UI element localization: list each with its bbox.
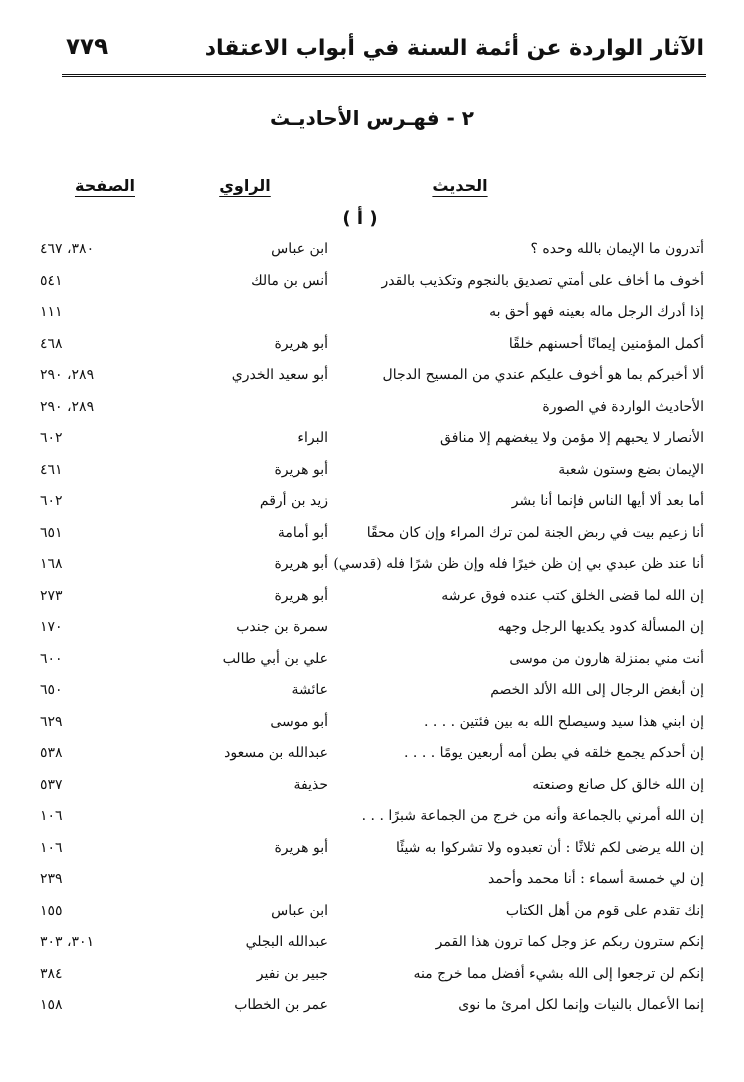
hadith-text: إنكم سترون ربكم عز وجل كما ترون هذا القمر [435, 934, 704, 950]
table-row [40, 675, 706, 707]
hadith-text: إنما الأعمال بالنيات وإنما لكل امرئ ما نوى [458, 997, 704, 1013]
hadith-text: إن ابني هذا سيد وسيصلح الله به بين فئتين . . . . [423, 713, 704, 730]
hadith-text: أما بعد ألا أيها الناس فإنما أنا بشر [511, 493, 704, 509]
narrator-name: سمرة بن جندب [236, 619, 328, 635]
table-row [40, 707, 706, 739]
hadith-text: ألا أخبركم بما هو أخوف عليكم عندي من المسيح الدجال [382, 367, 704, 383]
column-header-page: الصفحة [74, 176, 135, 195]
column-header-narrator: الراوي [219, 176, 271, 195]
hadith-text: إن أحدكم يجمع خلقه في بطن أمه أربعين يومًا . . . . [404, 745, 704, 761]
page-reference: ٢٧٣ [40, 587, 63, 604]
table-row [40, 927, 706, 959]
page-reference: ٢٨٩، ٢٩٠ [40, 367, 95, 383]
column-header-hadith: الحديث [432, 176, 488, 195]
table-row [40, 455, 706, 487]
table-row [40, 864, 706, 896]
table-row [40, 486, 706, 518]
narrator-name: جبير بن نفير [256, 965, 328, 982]
table-row [40, 833, 706, 865]
table-row [40, 801, 706, 833]
hadith-text: إن الله خالق كل صانع وصنعته [532, 776, 704, 793]
hadith-text: الأنصار لا يحبهم إلا مؤمن ولا يبغضهم إلا منافق [440, 430, 704, 446]
page-reference: ١٠٦ [40, 839, 63, 856]
page-reference: ٦٠٢ [40, 430, 63, 446]
narrator-name: أبو هريرة [274, 461, 328, 478]
table-row [40, 549, 706, 581]
table-row [40, 959, 706, 991]
table-row [40, 392, 706, 424]
page-reference: ١٦٨ [40, 556, 63, 572]
page-reference: ٢٨٩، ٢٩٠ [40, 398, 95, 415]
table-row [40, 612, 706, 644]
hadith-text: أخوف ما أخاف على أمتي تصديق بالنجوم وتكذيب بالقدر [381, 272, 704, 289]
page-reference: ١٠٦ [40, 808, 63, 824]
hadith-text: إن الله أمرني بالجماعة وأنه من خرج من الجماعة شبرًا . . . [361, 808, 704, 824]
narrator-name: أنس بن مالك [251, 272, 328, 289]
narrator-name: علي بن أبي طالب [222, 650, 328, 667]
page-reference: ٦٠٢ [40, 493, 63, 509]
page-reference: ٦٥٠ [40, 682, 63, 698]
page-reference: ٥٣٨ [40, 745, 63, 761]
page-reference: ١١١ [40, 304, 63, 320]
table-row [40, 423, 706, 455]
book-title: الآثار الواردة عن أئمة السنة في أبواب الاعتقاد [204, 36, 704, 61]
narrator-name: أبو أمامة [277, 524, 328, 541]
hadith-text: إن الله يرضى لكم ثلاثًا : أن تعبدوه ولا تشركوا به شيئًا [395, 839, 704, 856]
page-reference: ١٥٨ [40, 997, 63, 1013]
hadith-text: أنا زعيم بيت في ربض الجنة لمن ترك المراء وإن كان محقًا [366, 524, 704, 541]
page-reference: ٦٠٠ [40, 650, 63, 667]
hadith-text: إنكم لن ترجعوا إلى الله بشيء أفضل مما خرج منه [413, 965, 704, 982]
table-row [40, 360, 706, 392]
table-row [40, 266, 706, 298]
hadith-text: إن الله لما قضى الخلق كتب عنده فوق عرشه [441, 587, 704, 604]
table-row [40, 234, 706, 266]
narrator-name: أبو موسى [270, 713, 328, 730]
narrator-name: البراء [297, 430, 328, 446]
table-row [40, 581, 706, 613]
page-reference: ٣٨٠، ٤٦٧ [40, 241, 95, 257]
page-reference: ٦٢٩ [40, 713, 63, 730]
hadith-index-table [40, 234, 706, 1022]
narrator-name: أبو هريرة [274, 587, 328, 604]
table-row [40, 297, 706, 329]
page-reference: ٤٦١ [40, 461, 63, 478]
narrator-name: أبو هريرة [274, 335, 328, 352]
narrator-name: ابن عباس [271, 241, 328, 257]
narrator-name: عبدالله بن مسعود [224, 745, 328, 761]
narrator-name: أبو هريرة [274, 839, 328, 856]
table-row [40, 518, 706, 550]
table-row [40, 329, 706, 361]
hadith-text: أكمل المؤمنين إيمانًا أحسنهم خلقًا [508, 335, 704, 352]
hadith-text: إذا أدرك الرجل ماله بعينه فهو أحق به [489, 304, 704, 320]
narrator-name: عائشة [291, 682, 328, 698]
narrator-name: ابن عباس [271, 902, 328, 919]
letter-heading: ( أ ) [342, 208, 378, 229]
page-reference: ٤٦٨ [40, 335, 63, 352]
narrator-name: عمر بن الخطاب [234, 997, 328, 1013]
page-reference: ٥٣٧ [40, 776, 63, 793]
page-reference: ٦٥١ [40, 524, 63, 541]
page-reference: ١٧٠ [40, 619, 63, 635]
page-header [62, 30, 706, 77]
table-row [40, 896, 706, 928]
narrator-name: زيد بن أرقم [259, 493, 328, 509]
hadith-text: أتدرون ما الإيمان بالله وحده ؟ [530, 241, 704, 257]
table-row [40, 738, 706, 770]
page-reference: ٥٤١ [40, 272, 63, 289]
hadith-text: أنت مني بمنزلة هارون من موسى [509, 650, 704, 667]
hadith-text: إنك تقدم على قوم من أهل الكتاب [505, 902, 704, 919]
page-number: ٧٧٩ [66, 34, 109, 60]
narrator-name: عبدالله البجلي [245, 934, 328, 950]
narrator-name: حذيفة [293, 776, 328, 793]
narrator-name: أبو هريرة [274, 556, 328, 572]
page-reference: ٣٠١، ٣٠٣ [40, 934, 95, 950]
hadith-text: أنا عند ظن عبدي بي إن ظن خيرًا فله وإن ظن شرًا فله (قدسي) [333, 556, 704, 572]
page-reference: ٣٨٤ [40, 965, 63, 982]
page-reference: ٢٣٩ [40, 871, 63, 887]
section-title: ٢ - فهـرس الأحاديـث [269, 106, 475, 130]
narrator-name: أبو سعيد الخدري [231, 367, 328, 383]
table-row [40, 770, 706, 802]
table-row [40, 644, 706, 676]
table-row [40, 990, 706, 1022]
page-reference: ١٥٥ [40, 902, 63, 919]
hadith-text: الإيمان بضع وستون شعبة [558, 461, 704, 478]
hadith-text: إن المسألة كدود يكديها الرجل وجهه [497, 619, 704, 635]
hadith-text: الأحاديث الواردة في الصورة [542, 398, 704, 415]
hadith-text: إن أبغض الرجال إلى الله الألد الخصم [490, 682, 704, 698]
hadith-text: إن لي خمسة أسماء : أنا محمد وأحمد [487, 871, 704, 887]
